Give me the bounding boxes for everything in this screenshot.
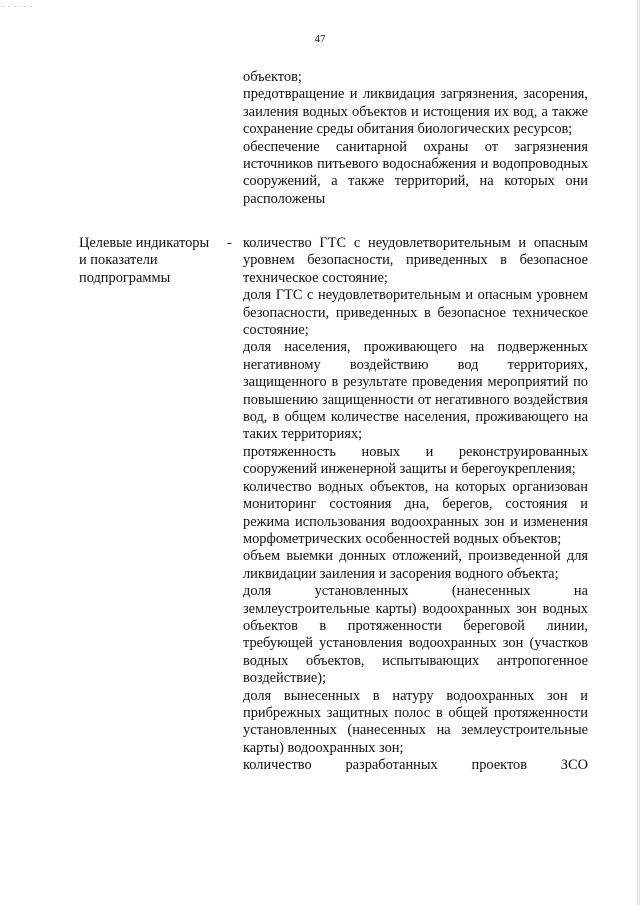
- goal-item: предотвращение и ликвидация загрязнения, засорения, заиления водных объектов и истощения их вод, а также сохранение среды обитания биологических ресурсов;: [243, 86, 588, 138]
- page-number: 47: [314, 33, 326, 45]
- indicator-item: доля населения, проживающего на подверженных негативному воздействию вод территориях, защищенного в результате проведения мероприятий по повышению защищенности от негативного воздействия вод, в общем количестве населения, проживающего на таких территориях;: [243, 339, 588, 443]
- indicator-item: количество водных объектов, на которых организован мониторинг состояния дна, берегов, состояния и режима использования водоохранных зон и изменения морфометрических особенностей водных объектов;: [243, 478, 588, 547]
- section-label: [79, 235, 239, 287]
- section-label-line: Целевые индикаторы: [79, 235, 210, 251]
- goals-continuation: [243, 69, 588, 208]
- indicator-item: доля установленных (нанесенных на землеустроительные карты) водоохранных зон водных объектов в протяженности береговой линии, требующей установления водоохранных зон (участков водных объектов, испытывающих антропогенное воздействие);: [243, 583, 588, 687]
- indicator-item: количество разработанных проектов ЗСО: [243, 757, 588, 774]
- section-label-line: и показатели: [79, 252, 158, 269]
- indicator-item: доля ГТС с неудовлетворительным и опасным уровнем безопасности, приведенных в безопасное техническое состояние;: [243, 287, 588, 339]
- goal-item: обеспечение санитарной охраны от загрязнения источников питьевого водоснабжения и водопроводных сооружений, а также территорий, на которых они расположены: [243, 138, 588, 207]
- section-dash: -: [227, 235, 232, 251]
- goal-item: объектов;: [243, 69, 302, 85]
- indicator-item: количество ГТС с неудовлетворительным и опасным уровнем безопасности, приведенных в безопасное техническое состояние;: [243, 235, 588, 286]
- indicator-item: протяженность новых и реконструированных сооружений инженерной защиты и берегоукрепления;: [243, 443, 588, 478]
- indicator-item: объем выемки донных отложений, произведенной для ликвидации заиления и засорения водного объекта;: [243, 548, 588, 582]
- scan-mark: - - -- - -: [2, 2, 33, 10]
- section-label-line: подпрограммы: [79, 269, 171, 286]
- indicator-item: доля вынесенных в натуру водоохранных зон и прибрежных защитных полос в общей протяженности установленных (нанесенных на землеустроительные карты) водоохранных зон;: [243, 687, 588, 756]
- indicators-list: [243, 235, 588, 775]
